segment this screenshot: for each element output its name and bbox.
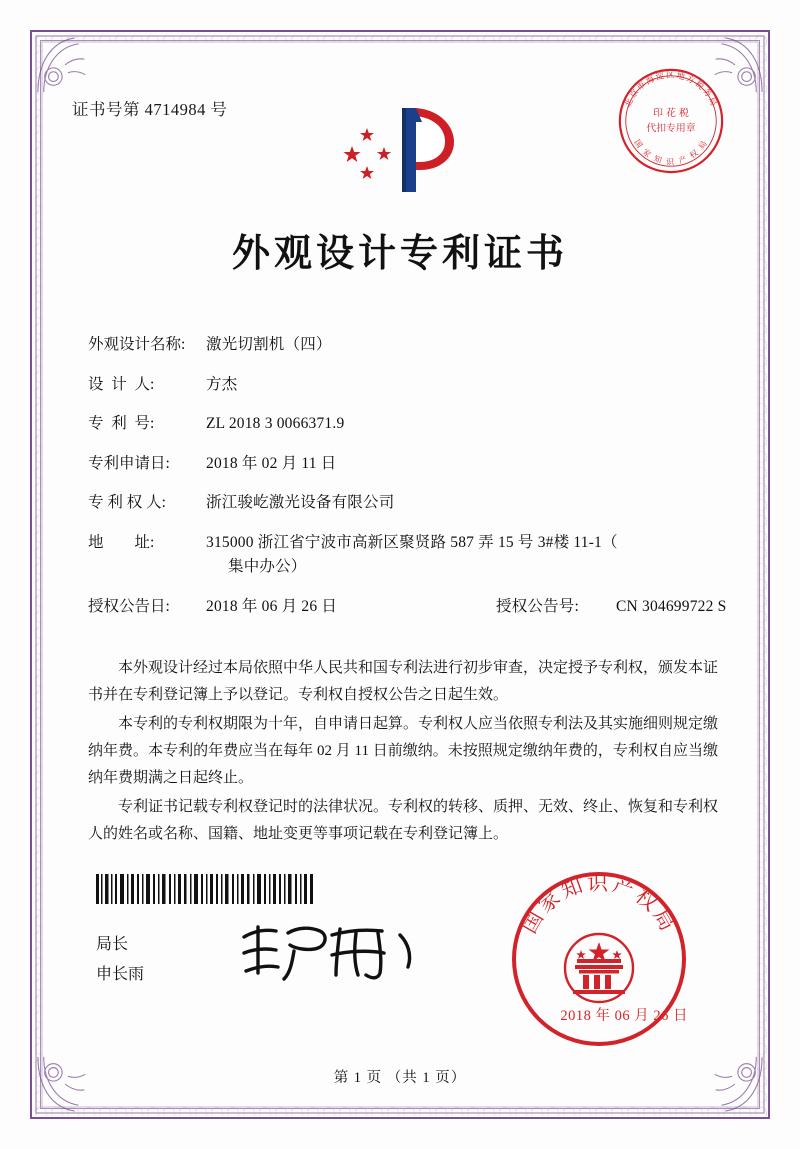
field-value: 方杰 bbox=[206, 375, 238, 393]
field-value bbox=[206, 535, 728, 575]
svg-text:国 家 知 识 产 权 局: 国 家 知 识 产 权 局 bbox=[632, 138, 710, 167]
field-row-designer bbox=[88, 377, 728, 393]
announcement-date: 2018 年 06 月 26 日 bbox=[206, 597, 338, 615]
national-emblem bbox=[565, 934, 633, 1002]
legal-text bbox=[88, 655, 718, 850]
address-line-2: 集中办公） bbox=[228, 558, 307, 575]
field-row-address bbox=[88, 535, 728, 575]
field-label: 专 利 权 人: bbox=[88, 494, 166, 511]
field-row-design-name bbox=[88, 337, 728, 353]
field-label: 专利申请日: bbox=[88, 454, 170, 472]
corner-ornament-icon bbox=[36, 36, 94, 94]
director-role-label: 局长 bbox=[96, 936, 129, 953]
announcement-number: CN 304699722 S bbox=[616, 597, 727, 615]
svg-text:北京市海淀区地方税务局: 北京市海淀区地方税务局 bbox=[622, 69, 720, 109]
field-row-patent-number bbox=[88, 416, 728, 432]
field-row-announcement bbox=[88, 599, 728, 615]
signature-block bbox=[96, 930, 144, 990]
director-signature bbox=[232, 915, 422, 985]
page-title: 外观设计专利证书 bbox=[231, 230, 568, 275]
field-label: 授权公告日: bbox=[88, 597, 170, 615]
tax-stamp bbox=[612, 62, 730, 180]
field-row-patentee bbox=[88, 495, 728, 511]
cnipa-logo-icon bbox=[340, 100, 460, 200]
page-footer: 第 1 页 （共 1 页） bbox=[333, 1070, 467, 1086]
field-value: 浙江骏屹激光设备有限公司 bbox=[206, 494, 395, 511]
director-name-label: 申长雨 bbox=[96, 966, 145, 983]
field-value: 激光切割机（四） bbox=[206, 336, 332, 353]
announcement-number-label: 授权公告号: bbox=[496, 597, 580, 615]
certificate-number: 证书号第 4714984 号 bbox=[72, 100, 228, 119]
field-label: 地 址: bbox=[88, 533, 155, 551]
field-value: 2018 年 02 月 11 日 bbox=[206, 454, 337, 472]
field-value bbox=[206, 599, 728, 615]
barcode bbox=[96, 874, 316, 904]
svg-text:代扣专用章: 代扣专用章 bbox=[646, 122, 696, 134]
field-label: 设 计 人: bbox=[88, 375, 155, 393]
field-list bbox=[88, 337, 728, 638]
seal-date: 2018 年 06 月 26 日 bbox=[560, 1008, 688, 1024]
field-label: 外观设计名称: bbox=[88, 336, 186, 353]
field-row-application-date bbox=[88, 456, 728, 472]
field-value: ZL 2018 3 0066371.9 bbox=[206, 415, 345, 432]
paragraph-2: 本专利的专利权期限为十年，自申请日起算。专利权人应当依照专利法及其实施细则规定缴纳年费。本专利的年费应当在每年 02 月 11 日前缴纳。未按照规定缴纳年费的，专利权自应当缴纳年费期满之日起终止。 bbox=[88, 716, 719, 786]
svg-text:印 花 税: 印 花 税 bbox=[653, 108, 689, 120]
svg-text:国家知识产权局: 国家知识产权局 bbox=[516, 871, 682, 938]
paragraph-1: 本外观设计经过本局依照中华人民共和国专利法进行初步审查，决定授予专利权，颁发本证书并在专利登记簿上予以登记。专利权自授权公告之日起生效。 bbox=[88, 660, 719, 703]
field-label: 专 利 号: bbox=[88, 415, 155, 432]
address-line-1: 315000 浙江省宁波市高新区聚贤路 587 弄 15 号 3#楼 11-1（ bbox=[206, 533, 618, 551]
paragraph-3: 专利证书记载专利权登记时的法律状况。专利权的转移、质押、无效、终止、恢复和专利权人的姓名或名称、国籍、地址变更等事项记载在专利登记簿上。 bbox=[88, 799, 719, 842]
